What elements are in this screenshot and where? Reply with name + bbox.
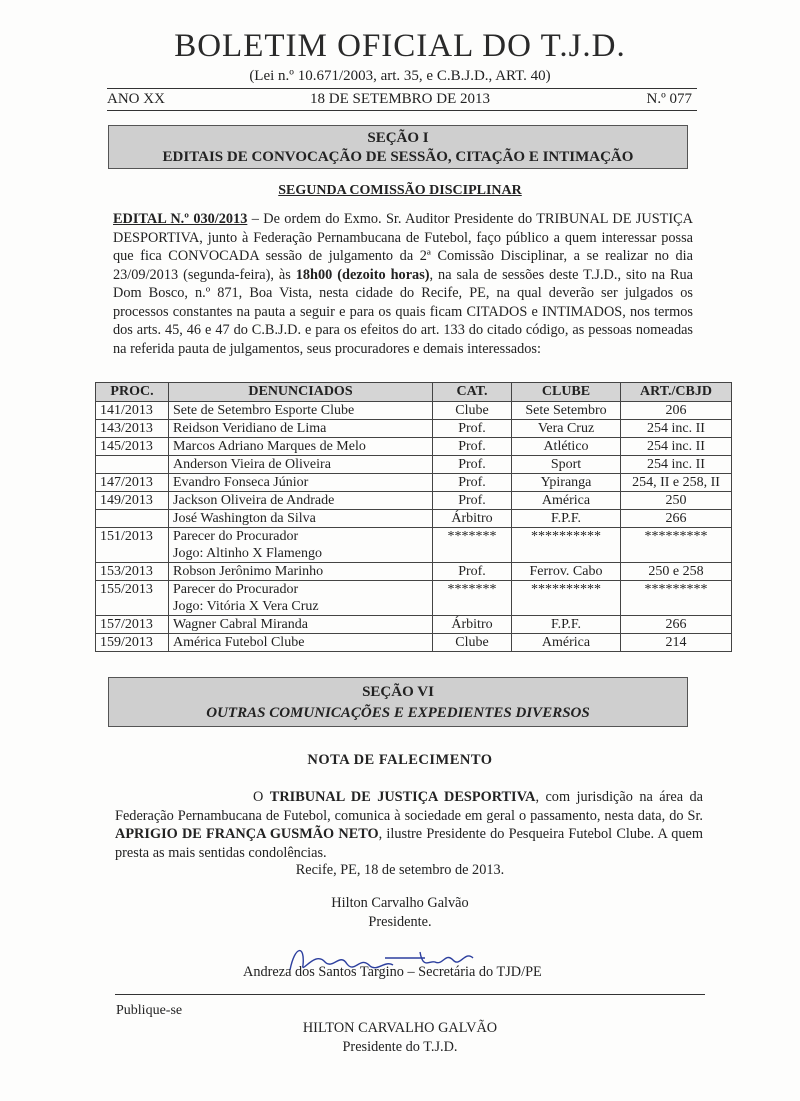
cell-cat: Clube [433, 402, 512, 420]
table-row [96, 402, 732, 420]
col-denunciados: DENUNCIADOS [169, 383, 433, 402]
cell-clube: Sete Setembro [512, 402, 621, 420]
table-row [96, 438, 732, 456]
edital-text-a: – De ordem do Exmo. Sr. Auditor Presidente do TRIBUNAL DE JUSTIÇA DESPORTIVA, junto à Federação Pernambucana de Futebol, faço público a quem interessar possa que fica CONVOCADA sessão de julgamento da 2ª Comissão Disciplinar, a se realizar no dia 23/09/2013 (segunda-feira), às [113, 211, 694, 283]
table-row [96, 492, 732, 510]
cell-denunciado: Evandro Fonseca Júnior [169, 474, 433, 492]
session-time: 18h00 (dezoito horas) [295, 266, 430, 283]
cell-cat: Clube [433, 634, 512, 652]
cell-proc: 159/2013 [96, 634, 169, 652]
table-row [96, 510, 732, 528]
section-1-banner [108, 125, 688, 169]
cell-denunciado: Wagner Cabral Miranda [169, 616, 433, 634]
cell-denunciado: Robson Jerônimo Marinho [169, 563, 433, 581]
cell-clube: Atlético [512, 438, 621, 456]
cell-art: ********* [621, 528, 732, 563]
cell-art: 206 [621, 402, 732, 420]
cell-proc: 151/2013 [96, 528, 169, 563]
edition-year: ANO XX [107, 91, 165, 107]
edital-text-b: , na sala de sessões deste T.J.D., sito na Rua Dom Bosco, n.º 871, Boa Vista, nesta cidade do Recife, PE, na qual deverão ser julgados os processos constantes na pauta a seguir e para os quais ficam CITADOS e INTIMADOS, nos termos dos arts. 45, 46 e 47 do C.B.J.D. e para os efeitos do art. 133 do citado código, as pessoas nomeadas na referida pauta de julgamentos, seus procuradores e demais interessados: [113, 266, 694, 357]
table-row [96, 634, 732, 652]
cell-cat: Árbitro [433, 510, 512, 528]
cell-cat: Árbitro [433, 616, 512, 634]
section-1-title: SEÇÃO I [367, 130, 429, 146]
cell-proc [96, 456, 169, 474]
commission-heading: SEGUNDA COMISSÃO DISCIPLINAR [278, 183, 522, 198]
bulletin-title: BOLETIM OFICIAL DO T.J.D. [174, 28, 626, 64]
cell-art: 250 e 258 [621, 563, 732, 581]
cell-clube: F.P.F. [512, 510, 621, 528]
cell-cat: ******* [433, 581, 512, 616]
cell-proc: 149/2013 [96, 492, 169, 510]
cell-cat: Prof. [433, 563, 512, 581]
signer-president [0, 894, 800, 931]
table-row [96, 563, 732, 581]
col-proc: PROC. [96, 383, 169, 402]
cell-proc: 155/2013 [96, 581, 169, 616]
deceased-name: APRIGIO DE FRANÇA GUSMÃO NETO [115, 826, 379, 842]
cell-art: 254 inc. II [621, 438, 732, 456]
cell-clube: ********** [512, 581, 621, 616]
tribunal-name: TRIBUNAL DE JUSTIÇA DESPORTIVA [269, 789, 536, 805]
cell-denunciado: Marcos Adriano Marques de Melo [169, 438, 433, 456]
cell-denunciado: Reidson Veridiano de Lima [169, 420, 433, 438]
signer-secretary: Andreza dos Santos Targino – Secretária do TJD/PE [243, 964, 542, 980]
obituary-text-b: , com jurisdição na área da Federação Pernambucana de Futebol, comunica à sociedade em geral o passamento, nesta data, do Sr. [115, 789, 704, 824]
cell-cat: Prof. [433, 420, 512, 438]
table-row [96, 616, 732, 634]
cell-clube: ********** [512, 528, 621, 563]
signer1-role: Presidente. [368, 913, 432, 930]
cell-cat: Prof. [433, 456, 512, 474]
cell-clube: F.P.F. [512, 616, 621, 634]
cell-proc: 147/2013 [96, 474, 169, 492]
section-1-subtitle: EDITAIS DE CONVOCAÇÃO DE SESSÃO, CITAÇÃO E INTIMAÇÃO [162, 149, 634, 165]
cell-art: 250 [621, 492, 732, 510]
table-row [96, 420, 732, 438]
cell-cat: Prof. [433, 492, 512, 510]
obituary-text-c: , ilustre Presidente do Pesqueira Futebol Clube. A quem presta as mais sentidas condolências. [115, 826, 703, 861]
cell-art: 266 [621, 510, 732, 528]
cell-clube: Vera Cruz [512, 420, 621, 438]
signer1-name: Hilton Carvalho Galvão [331, 895, 469, 911]
cell-proc: 153/2013 [96, 563, 169, 581]
obituary-text-a: O [253, 789, 270, 805]
cell-denunciado: Anderson Vieira de Oliveira [169, 456, 433, 474]
section-6-subtitle: OUTRAS COMUNICAÇÕES E EXPEDIENTES DIVERSOS [206, 705, 590, 721]
bulletin-subtitle: (Lei n.º 10.671/2003, art. 35, e C.B.J.D., ART. 40) [249, 68, 551, 84]
cell-denunciado: Parecer do Procurador Jogo: Altinho X Flamengo [169, 528, 433, 563]
cell-clube: Sport [512, 456, 621, 474]
cell-art: 266 [621, 616, 732, 634]
cell-art: 254 inc. II [621, 456, 732, 474]
header-bottom-rule [107, 110, 697, 111]
cell-cat: ******* [433, 528, 512, 563]
cell-denunciado: Jackson Oliveira de Andrade [169, 492, 433, 510]
header-top-rule [107, 88, 697, 89]
table-row [96, 456, 732, 474]
table-row [96, 581, 732, 616]
obituary-title: NOTA DE FALECIMENTO [307, 752, 493, 768]
edition-number: N.º 077 [646, 91, 692, 107]
judgment-agenda-table [95, 382, 732, 652]
edital-label: EDITAL N.º 030/2013 [113, 211, 248, 227]
section-6-title: SEÇÃO VI [362, 684, 434, 700]
place-date: Recife, PE, 18 de setembro de 2013. [295, 862, 505, 878]
cell-clube: América [512, 492, 621, 510]
publish-note: Publique-se [116, 1003, 183, 1018]
cell-denunciado: América Futebol Clube [169, 634, 433, 652]
cell-proc [96, 510, 169, 528]
footer-rule [115, 994, 705, 995]
cell-art: ********* [621, 581, 732, 616]
cell-proc: 145/2013 [96, 438, 169, 456]
final-signer [0, 1019, 800, 1056]
edition-date: 18 DE SETEMBRO DE 2013 [310, 91, 490, 107]
cell-cat: Prof. [433, 474, 512, 492]
final-role: Presidente do T.J.D. [342, 1038, 458, 1055]
final-name: HILTON CARVALHO GALVÃO [302, 1020, 498, 1036]
section-6-banner [108, 677, 688, 727]
cell-denunciado: José Washington da Silva [169, 510, 433, 528]
cell-clube: Ypiranga [512, 474, 621, 492]
cell-clube: América [512, 634, 621, 652]
obituary-paragraph [115, 788, 703, 862]
cell-art: 214 [621, 634, 732, 652]
cell-proc: 141/2013 [96, 402, 169, 420]
table-row [96, 474, 732, 492]
cell-clube: Ferrov. Cabo [512, 563, 621, 581]
cell-denunciado: Sete de Setembro Esporte Clube [169, 402, 433, 420]
col-cat: CAT. [433, 383, 512, 402]
table-row [96, 528, 732, 563]
cell-art: 254 inc. II [621, 420, 732, 438]
col-clube: CLUBE [512, 383, 621, 402]
cell-proc: 157/2013 [96, 616, 169, 634]
col-art: ART./CBJD [621, 383, 732, 402]
cell-proc: 143/2013 [96, 420, 169, 438]
edital-paragraph [113, 210, 693, 358]
cell-denunciado: Parecer do Procurador Jogo: Vitória X Vera Cruz [169, 581, 433, 616]
table-header-row [96, 383, 732, 402]
cell-art: 254, II e 258, II [621, 474, 732, 492]
cell-cat: Prof. [433, 438, 512, 456]
